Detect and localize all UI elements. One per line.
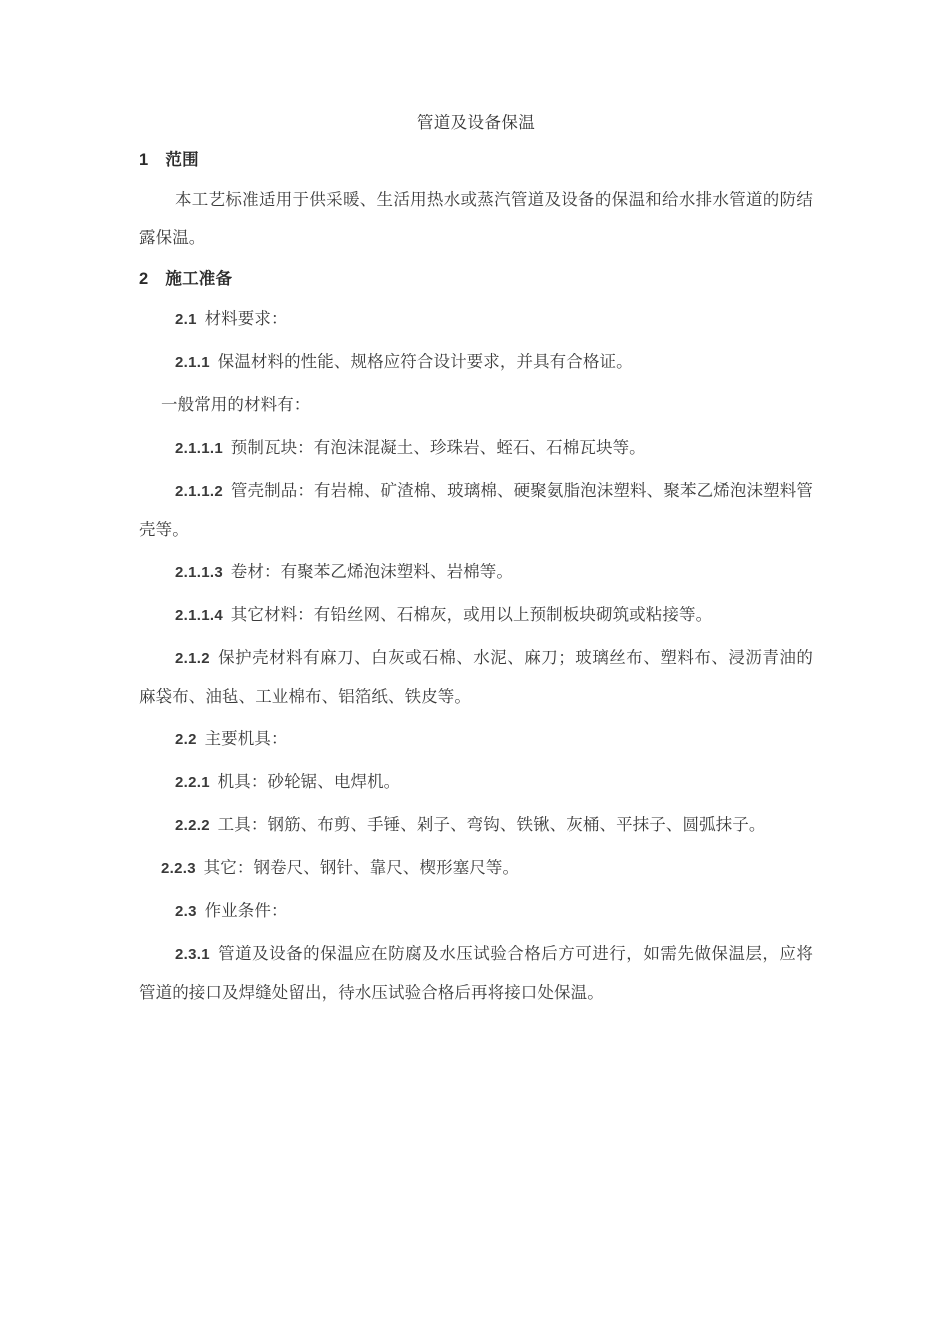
- clause-text: 作业条件：: [204, 901, 288, 920]
- clause-label: 2.1.1.1: [175, 440, 231, 457]
- section-number-1: 1: [139, 151, 149, 169]
- clause-label: 2.1.1.2: [175, 483, 231, 500]
- clause-text: 主要机具：: [204, 729, 288, 748]
- paragraph-2-1-2: [139, 639, 813, 716]
- paragraph-2-1-1-1: [139, 429, 813, 468]
- clause-text: 预制瓦块：有泡沫混凝土、珍珠岩、蛭石、石棉瓦块等。: [230, 438, 646, 457]
- clause-label: 2.3: [175, 903, 205, 920]
- section-title-1: 范围: [165, 150, 199, 169]
- clause-label: 2.2: [175, 731, 205, 748]
- clause-label: 2.1.2: [175, 650, 218, 667]
- clause-text: 其它材料：有铅丝网、石棉灰，或用以上预制板块砌筑或粘接等。: [230, 605, 713, 624]
- clause-text: 管道及设备的保温应在防腐及水压试验合格后方可进行，如需先做保温层，应将管道的接口及焊缝处留出，待水压试验合格后再将接口处保温。: [139, 944, 813, 1002]
- paragraph-2-2-1: [139, 763, 813, 802]
- paragraph-2-1-1-2: [139, 472, 813, 549]
- clause-text: 材料要求：: [204, 309, 288, 328]
- clause-label: 2.1.1.3: [175, 564, 231, 581]
- clause-label: 2.1.1: [175, 354, 218, 371]
- clause-label: 2.2.3: [161, 860, 204, 877]
- section-number-2: 2: [139, 270, 149, 288]
- clause-label: 2.1.1.4: [175, 607, 231, 624]
- paragraph-2-1-1-4: [139, 596, 813, 635]
- paragraph-text: 本工艺标准适用于供采暖、生活用热水或蒸汽管道及设备的保温和给水排水管道的防结露保温。: [139, 190, 813, 247]
- clause-text: 保护壳材料有麻刀、白灰或石棉、水泥、麻刀；玻璃丝布、塑料布、浸沥青油的麻袋布、油毡、工业棉布、铝箔纸、铁皮等。: [139, 648, 813, 706]
- clause-label: 2.1: [175, 311, 205, 328]
- paragraph-2-3: [139, 892, 813, 931]
- paragraph-2-3-1: [139, 935, 813, 1012]
- document-body: [139, 108, 813, 1016]
- clause-text: 工具：钢筋、布剪、手锤、剁子、弯钩、铁锹、灰桶、平抹子、圆弧抹子。: [217, 815, 766, 834]
- paragraph: [139, 181, 813, 257]
- paragraph-2-1: [139, 300, 813, 339]
- clause-text: 管壳制品：有岩棉、矿渣棉、玻璃棉、硬聚氨脂泡沫塑料、聚苯乙烯泡沫塑料管壳等。: [139, 481, 813, 539]
- clause-text: 卷材：有聚苯乙烯泡沫塑料、岩棉等。: [230, 562, 513, 581]
- clause-label: 2.3.1: [175, 946, 218, 963]
- document-title: 管道及设备保温: [416, 113, 536, 132]
- clause-text: 机具：砂轮锯、电焊机。: [217, 772, 401, 791]
- section-heading-1: [139, 149, 813, 171]
- paragraph-2-2-2: [139, 806, 813, 845]
- paragraph-2-1-1-3: [139, 553, 813, 592]
- paragraph-2-1-1: [139, 343, 813, 382]
- paragraph-2-2: [139, 720, 813, 759]
- clause-text: 一般常用的材料有：: [161, 395, 311, 414]
- clause-text: 保温材料的性能、规格应符合设计要求，并具有合格证。: [217, 352, 633, 371]
- section-title-2: 施工准备: [165, 269, 233, 288]
- clause-text: 其它：钢卷尺、钢针、靠尺、楔形塞尺等。: [203, 858, 520, 877]
- clause-label: 2.2.1: [175, 774, 218, 791]
- section-heading-2: [139, 268, 813, 290]
- clause-label: 2.2.2: [175, 817, 218, 834]
- paragraph-2-2-3: [139, 849, 813, 888]
- paragraph-materials-intro: [139, 386, 813, 425]
